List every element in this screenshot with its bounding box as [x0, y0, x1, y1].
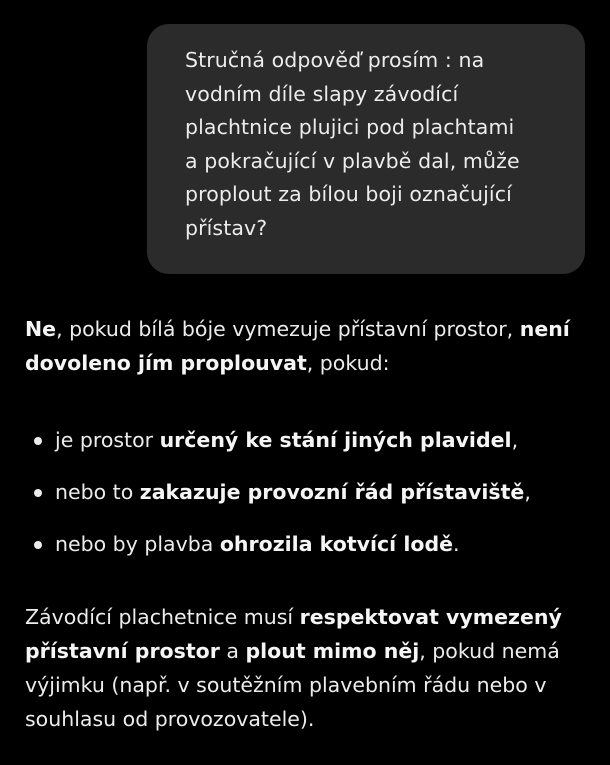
list-item	[25, 423, 595, 457]
reply-closing-bold-2: plout mimo něj	[245, 639, 420, 663]
user-message-text: Stručná odpověď prosím : na vodním díle slapy závodící plachtnice plujici pod plachtami a pokračující v plavbě dal, může proplout za bílou boji označující přístav?	[185, 48, 520, 240]
list-item	[25, 527, 595, 561]
bullet-dot-icon	[34, 489, 42, 497]
bullet-text: je prostor	[55, 428, 160, 452]
bullet-bold: zakazuje provozní řád přístaviště	[139, 480, 525, 504]
reply-closing-text-2: a	[219, 639, 246, 663]
reply-intro	[25, 312, 595, 380]
reply-closing-text-3: , pokud nemá výjimku (např. v soutěžním plavebním řádu nebo v souhlasu od provozovatele).	[25, 639, 560, 731]
reply-closing-bold-1: respektovat vymezený přístavní prostor	[25, 605, 562, 663]
user-message-bubble[interactable]	[147, 24, 585, 274]
bullet-dot-icon	[34, 541, 42, 549]
reply-closing-text-1: Závodící plachetnice musí	[25, 605, 300, 629]
bullet-punct: ,	[511, 428, 519, 452]
list-item	[25, 475, 595, 509]
bullet-text: nebo to	[55, 480, 140, 504]
reply-intro-text-1: , pokud bílá bóje vymezuje přístavní prostor,	[56, 317, 520, 341]
bullet-punct: .	[453, 532, 460, 556]
bullet-bold: určený ke stání jiných plavidel	[159, 428, 512, 452]
reply-intro-bold-2: není dovoleno jím proplouvat	[25, 317, 570, 375]
reply-bullet-list	[25, 423, 595, 579]
bullet-dot-icon	[34, 437, 42, 445]
reply-intro-bold-1: Ne	[25, 317, 57, 341]
bullet-text: nebo by plavba	[55, 532, 220, 556]
reply-intro-text-2: , pokud:	[306, 351, 390, 375]
reply-closing	[25, 600, 595, 736]
bullet-bold: ohrozila kotvící lodě	[219, 532, 454, 556]
bullet-punct: ,	[524, 480, 531, 504]
